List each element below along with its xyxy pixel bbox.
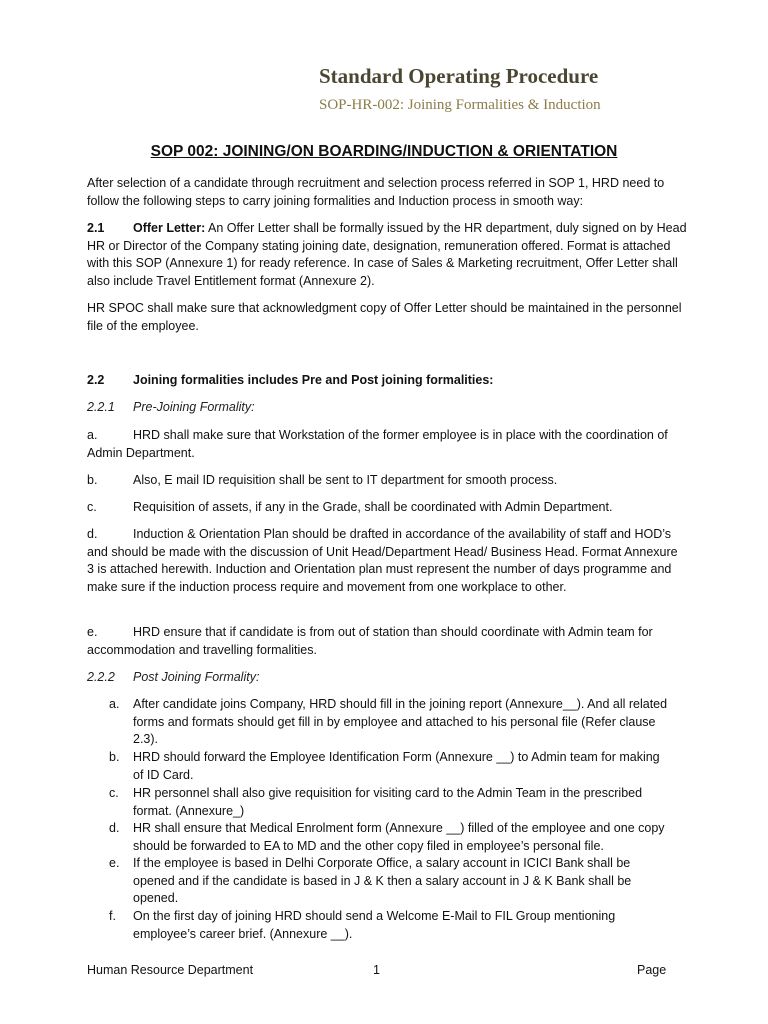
section-2-2-title: Joining formalities includes Pre and Post joining formalities: [133,373,494,387]
list-text: Also, E mail ID requisition shall be sent to IT department for smooth process. [133,473,558,487]
section-2-1-text: An Offer Letter shall be formally issued by the HR department, duly signed on by Head HR or Director of the Company stating joining date, designation, remuneration offered. Format is attached with this SOP (Annexure 1) for ready reference. In case of Sales & Marketing recruitment, Offer Letter shall also include Travel Entitlement format (Annexure 2). [87,221,687,288]
hr-spoc-paragraph: HR SPOC shall make sure that acknowledgment copy of Offer Letter should be maintained in the personnel file of the employee. [87,301,682,333]
list-text: If the employee is based in Delhi Corporate Office, a salary account in ICICI Bank shall be opened and if the candidate is based in J & K then a salary account in J & K Bank shall be opened. [133,856,632,906]
list-label: c. [109,786,119,800]
list-text: HRD ensure that if candidate is from out of station than should coordinate with Admin team for accommodation and travelling formalities. [87,625,653,657]
list-text: HR shall ensure that Medical Enrolment form (Annexure __) filled of the employee and one copy should be forwarded to EA to MD and the other copy filed in employee’s personal file. [133,821,665,853]
section-2-2-2-number: 2.2.2 [87,670,115,684]
pre-joining-item-d [87,526,687,596]
list-text: On the first day of joining HRD should send a Welcome E-Mail to FIL Group mentioning employee’s career brief. (Annexure __). [133,909,616,941]
section-2-1-number: 2.1 [87,221,105,235]
pre-joining-item-a [87,427,687,462]
list-text: Induction & Orientation Plan should be drafted in accordance of the availability of staff and HOD’s and should be made with the discussion of Unit Head/Department Head/ Business Head. Format Annexure 3 is attached herewith. Induction and Orientation plan must represent the number of days programme and make sure if the induction process require and movement from one workplace to other. [87,527,678,594]
section-2-1 [87,220,687,290]
sop-heading: SOP 002: JOINING/ON BOARDING/INDUCTION & ORIENTATION [150,143,618,160]
list-label: e. [87,625,98,639]
section-2-2-1-heading [87,399,687,417]
list-text: HR personnel shall also give requisition for visiting card to the Admin Team in the prescribed format. (Annexure_) [133,786,643,818]
section-2-2-2-heading [87,669,687,687]
list-label: b. [87,473,98,487]
post-joining-item-d [109,820,669,855]
post-joining-item-c [109,785,669,820]
post-joining-item-f [109,908,669,943]
section-2-2-1-number: 2.2.1 [87,400,115,414]
list-text: Requisition of assets, if any in the Grade, shall be coordinated with Admin Department. [133,500,613,514]
section-2-2-number: 2.2 [87,373,105,387]
list-label: e. [109,856,120,870]
list-text: HRD should forward the Employee Identification Form (Annexure __) to Admin team for making of ID Card. [133,750,660,782]
section-2-2-heading [87,372,687,390]
section-2-1-title: Offer Letter: [133,221,206,235]
list-label: c. [87,500,97,514]
document-header-subtitle: SOP-HR-002: Joining Formalities & Induction [319,97,601,113]
footer-department: Human Resource Department [87,963,254,977]
post-joining-item-b [109,749,669,784]
section-2-2-2-title: Post Joining Formality: [133,670,260,684]
list-label: d. [87,527,98,541]
footer-page-label: Page [637,963,667,977]
list-label: a. [87,428,98,442]
list-text: HRD shall make sure that Workstation of the former employee is in place with the coordination of Admin Department. [87,428,668,460]
footer-page-number: 1 [373,963,380,977]
pre-joining-item-c [87,499,687,517]
pre-joining-item-b [87,472,687,490]
list-label: a. [109,697,120,711]
list-label: d. [109,821,120,835]
list-label: f. [109,909,116,923]
post-joining-item-a [109,696,669,749]
intro-paragraph: After selection of a candidate through recruitment and selection process referred in SOP 1, HRD need to follow the following steps to carry joining formalities and Induction process in smooth way: [87,176,665,208]
list-text: After candidate joins Company, HRD should fill in the joining report (Annexure__). And all related forms and formats should get fill in by employee and attached to his personal file (Refer clause 2.3). [133,697,668,747]
pre-joining-item-e [87,624,687,659]
section-2-2-1-title: Pre-Joining Formality: [133,400,255,414]
post-joining-item-e [109,855,669,908]
document-header-title: Standard Operating Procedure [319,64,599,88]
list-label: b. [109,750,120,764]
